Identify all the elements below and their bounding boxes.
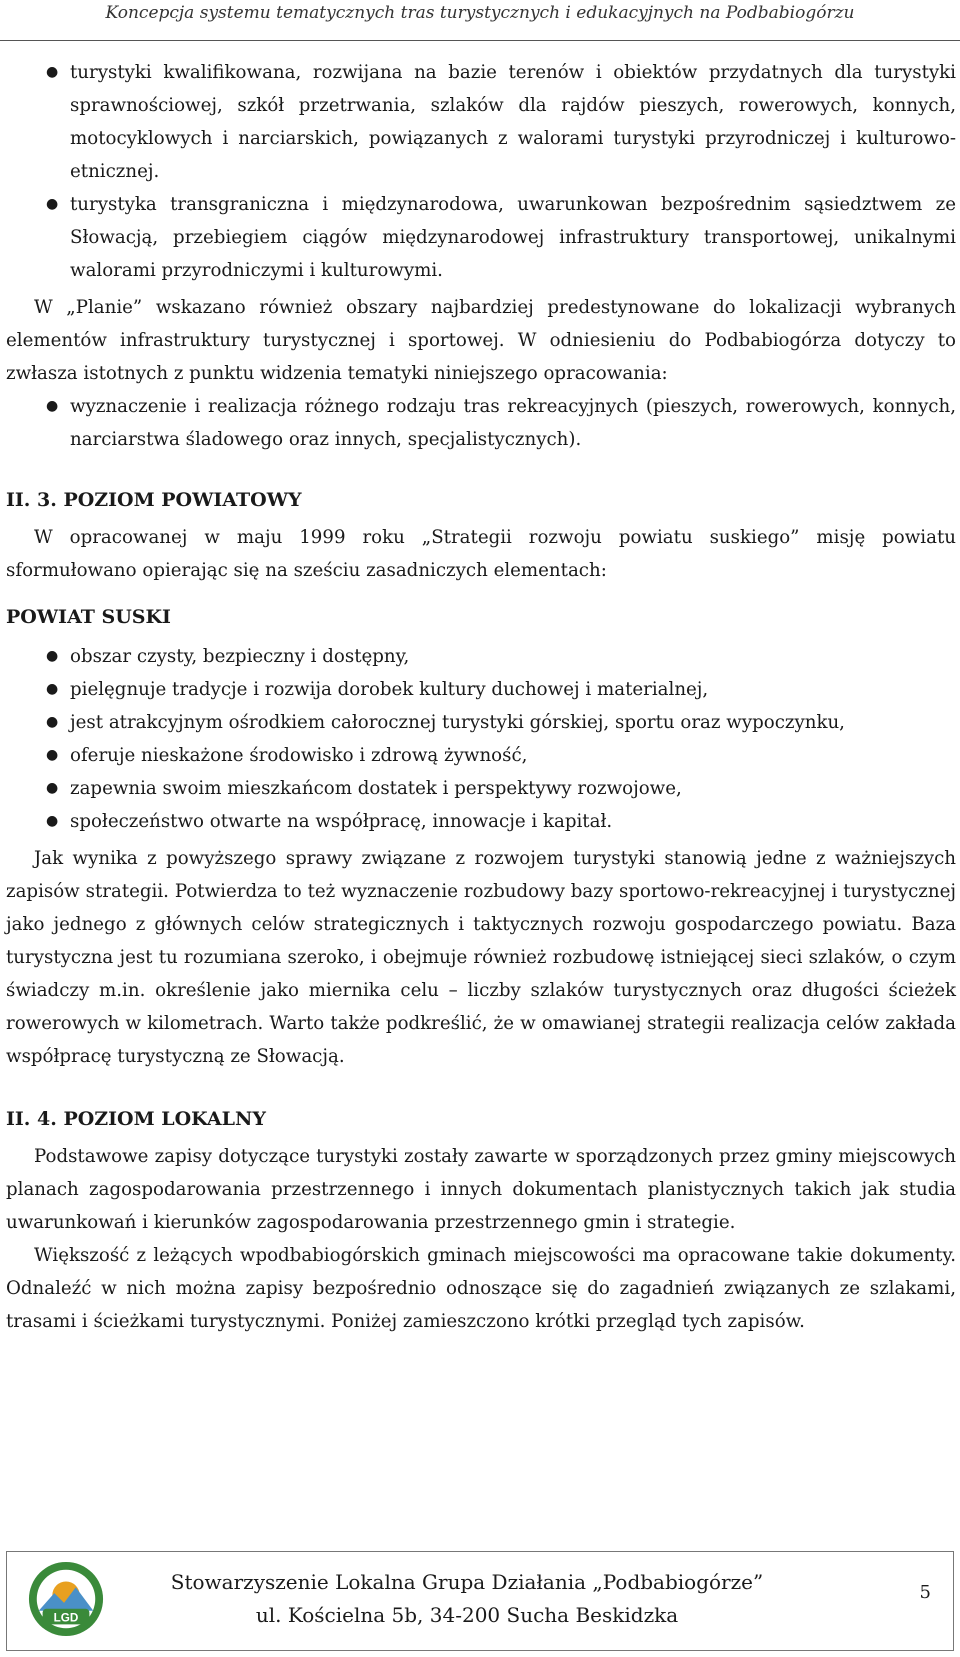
list-item <box>6 188 956 287</box>
lgd-logo-icon <box>27 1560 105 1638</box>
bullet-icon: ● <box>46 648 59 664</box>
list-item <box>6 56 956 188</box>
footer-address <box>147 1566 787 1632</box>
subheading-powiat-suski: POWIAT SUSKI <box>6 606 171 628</box>
list-item-text: jest atrakcyjnym ośrodkiem całorocznej turystyki górskiej, sportu oraz wypoczynku, <box>70 712 845 733</box>
page-number: 5 <box>919 1582 931 1603</box>
list-item-text: wyznaczenie i realizacja różnego rodzaju tras rekreacyjnych (pieszych, rowerowych, konnych, narciarstwa śladowego oraz innych, specjalistycznych). <box>70 396 956 450</box>
plan-paragraph: W „Planie” wskazano również obszary najbardziej predestynowane do lokalizacji wybranych elementów infrastruktury turystycznej i sportowej. W odniesieniu do Podbabiogórza dotyczy to zwłasza istotnych z punktu widzenia tematyki niniejszego opracowania: <box>6 297 956 384</box>
list-item-text: oferuje nieskażone środowisko i zdrową żywność, <box>70 745 528 766</box>
list-item-text: społeczeństwo otwarte na współpracę, innowacje i kapitał. <box>70 811 613 832</box>
list-item <box>6 805 956 838</box>
page-body <box>6 56 956 1338</box>
bullet-icon: ● <box>46 681 59 697</box>
list-item <box>6 390 956 456</box>
bullet-icon: ● <box>46 747 59 763</box>
bullet-icon: ● <box>46 196 59 212</box>
list-item <box>6 673 956 706</box>
list-item-text: turystyka transgraniczna i międzynarodowa, uwarunkowan bezpośrednim sąsiedztwem ze Słowacją, przebiegiem ciągów międzynarodowej infrastruktury transportowej, unikalnymi walorami przyrodniczymi i kulturowymi. <box>70 194 956 281</box>
bullet-icon: ● <box>46 813 59 829</box>
plan-bullet-list <box>6 390 956 456</box>
bullet-icon: ● <box>46 398 59 414</box>
list-item-text: zapewnia swoim mieszkańcom dostatek i perspektywy rozwojowe, <box>70 778 682 799</box>
bullet-icon: ● <box>46 780 59 796</box>
bullet-icon: ● <box>46 64 59 80</box>
section-3-closing-paragraph: Jak wynika z powyższego sprawy związane z rozwojem turystyki stanowią jedne z ważniejszych zapisów strategii. Potwierdza to też wyznaczenie rozbudowy bazy sportowo-rekreacyjnej i turystycznej jako jednego z głównych celów strategicznych i taktycznych rozwoju gospodarczego powiatu. Baza turystyczna jest tu rozumiana szeroko, i obejmuje również rozbudowę istniejącej sieci szlaków, o czym świadczy m.in. określenie jako miernika celu – liczby szlaków turystycznych oraz długości ścieżek rowerowych w kilometrach. Warto także podkreślić, że w omawianej strategii realizacja celów zakłada współpracę turystyczną ze Słowacją. <box>6 848 956 1067</box>
logo-text: LGD <box>53 1611 79 1625</box>
page-footer <box>6 1551 954 1651</box>
section-heading-lokalny: II. 4. POZIOM LOKALNY <box>6 1108 266 1130</box>
section-4-paragraph-1: Podstawowe zapisy dotyczące turystyki zostały zawarte w sporządzonych przez gminy miejscowych planach zagospodarowania przestrzennego i innych dokumentach planistycznych takich jak studia uwarunkowań i kierunków zagospodarowania przestrzennego gmin i strategie. <box>6 1146 956 1233</box>
intro-bullet-list <box>6 56 956 287</box>
section-heading-powiatowy: II. 3. POZIOM POWIATOWY <box>6 489 302 511</box>
footer-organization: Stowarzyszenie Lokalna Grupa Działania „Podbabiogórze” <box>170 1570 764 1594</box>
section-3-paragraph: W opracowanej w maju 1999 roku „Strategii rozwoju powiatu suskiego” misję powiatu sformułowano opierając się na sześciu zasadniczych elementach: <box>6 527 956 581</box>
section-4-paragraph-2: Większość z leżących wpodbabiogórskich gminach miejscowości ma opracowane takie dokumenty. Odnaleźć w nich można zapisy bezpośrednio odnoszące się do zagadnień związanych ze szlakami, trasami i ścieżkami turystycznymi. Poniżej zamieszczono krótki przegląd tych zapisów. <box>6 1245 956 1332</box>
footer-street: ul. Kościelna 5b, 34-200 Sucha Beskidzka <box>255 1603 679 1627</box>
header-title: Koncepcja systemu tematycznych tras turystycznych i edukacyjnych na Podbabiogórzu <box>105 3 855 23</box>
running-header <box>0 0 960 41</box>
list-item-text: pielęgnuje tradycje i rozwija dorobek kultury duchowej i materialnej, <box>70 679 709 700</box>
list-item <box>6 772 956 805</box>
list-item-text: turystyki kwalifikowana, rozwijana na bazie terenów i obiektów przydatnych dla turystyki sprawnościowej, szkół przetrwania, szlaków dla rajdów pieszych, rowerowych, konnych, motocyklowych i narciarskich, powiązanych z walorami turystyki przyrodniczej i kulturowo-etnicznej. <box>70 62 956 182</box>
mission-bullet-list <box>6 640 956 838</box>
bullet-icon: ● <box>46 714 59 730</box>
list-item <box>6 739 956 772</box>
list-item <box>6 640 956 673</box>
list-item <box>6 706 956 739</box>
list-item-text: obszar czysty, bezpieczny i dostępny, <box>70 646 410 667</box>
